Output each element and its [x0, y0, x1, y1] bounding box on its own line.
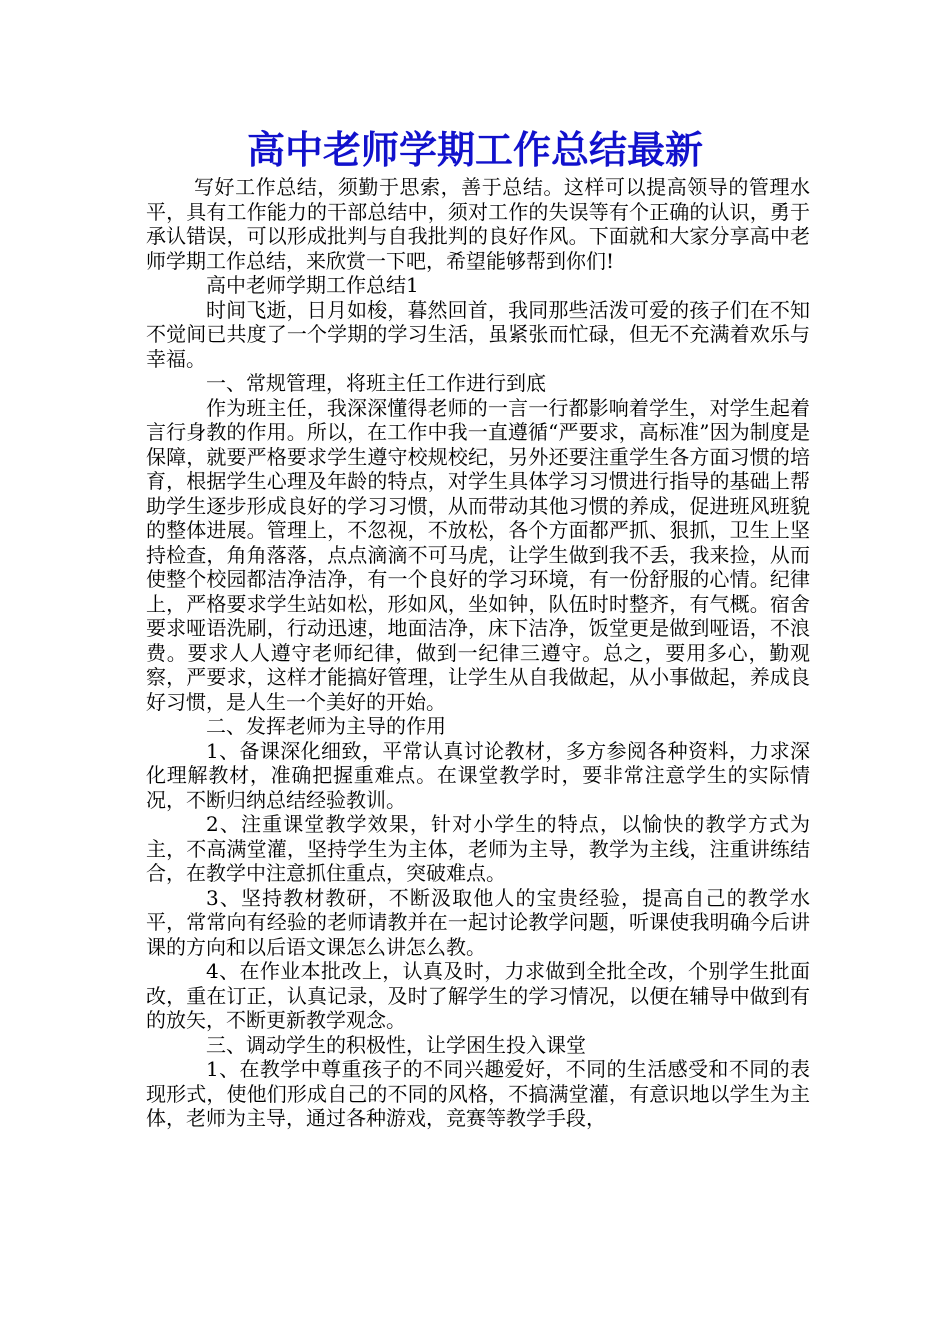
section-heading-summary-1: 高中老师学期工作总结1 — [206, 273, 419, 297]
paragraph-class-management: 作为班主任，我深深懂得老师的一言一行都影响着学生，对学生起着言行身教的作用。所以，在工作中我一直遵循“严要求，高标准”因为制度是保障，就要严格要求学生遵守校规校纪，另外还要注重学生各方面习惯的培育，根据学生心理及年龄的特点，对学生具体学习习惯进行指导的基础上帮助学生逐步形成良好的学习习惯，从而带动其他习惯的养成，促进班风班貌的整体进展。管理上，不忽视，不放松，各个方面都严抓、狠抓，卫生上坚持检查，角角落落，点点滴滴不可马虎，让学生做到我不丢，我来捡，从而使整个校园都洁净洁净，有一个良好的学习环境，有一份舒服的心情。纪律上，严格要求学生站如松，形如风，坐如钟，队伍时时整齐，有气概。宿舍要求哑语洗刷，行动迅速，地面洁净，床下洁净，饭堂更是做到哑语，不浪费。要求人人遵守老师纪律，做到一纪律三遵守。总之，要用多心，勤观察，严要求，这样才能搞好管理，让学生从自我做起，从小事做起，养成良好习惯，是人生一个美好的开始。 — [146, 395, 810, 714]
paragraph-item-3: 3、坚持教材教研，不断汲取他人的宝贵经验，提高自己的教学水平，常常向有经验的老师请教并在一起讨论教学问题，听课使我明确今后讲课的方向和以后语文课怎么讲怎么教。 — [146, 885, 810, 959]
paragraph-item-2: 2、注重课堂教学效果，针对小学生的特点，以愉快的教学方式为主，不高满堂灌，坚持学生为主体，老师为主导，教学为主线，注重讲练结合，在教学中注意抓住重点，突破难点。 — [146, 812, 810, 885]
section-heading-2: 二、发挥老师为主导的作用 — [206, 714, 446, 738]
section-heading-3: 三、调动学生的积极性，让学困生投入课堂 — [206, 1032, 586, 1057]
paragraph-item-3-1: 1、在教学中尊重孩子的不同兴趣爱好，不同的生活感受和不同的表现形式，使他们形成自己的不同的风格，不搞满堂灌，有意识地以学生为主体，老师为主导，通过各种游戏，竞赛等教学手段， — [146, 1057, 810, 1130]
section-heading-1: 一、常规管理，将班主任工作进行到底 — [206, 371, 546, 395]
document-title: 高中老师学期工作总结最新 — [246, 127, 703, 172]
paragraph-item-1: 1、备课深化细致，平常认真讨论教材，多方参阅各种资料，力求深化理解教材，准确把握重难点。在课堂教学时，要非常注意学生的实际情况，不断归纳总结经验教训。 — [146, 738, 810, 812]
intro-paragraph: 写好工作总结，须勤于思索，善于总结。这样可以提高领导的管理水平，具有工作能力的干部总结中，须对工作的失误等有个正确的认识，勇于承认错误，可以形成批判与自我批判的良好作风。下面就和大家分享高中老师学期工作总结，来欣赏一下吧，希望能够帮到你们! — [146, 175, 810, 273]
document-body — [146, 175, 810, 1131]
paragraph-opening: 时间飞逝，日月如梭，暮然回首，我同那些活泼可爱的孩子们在不知不觉间已共度了一个学期的学习生活，虽紧张而忙碌，但无不充满着欢乐与幸福。 — [146, 297, 810, 371]
paragraph-item-4: 4、在作业本批改上，认真及时，力求做到全批全改，个别学生批面改，重在订正，认真记录，及时了解学生的学习情况，以便在辅导中做到有的放矢，不断更新教学观念。 — [146, 959, 810, 1032]
